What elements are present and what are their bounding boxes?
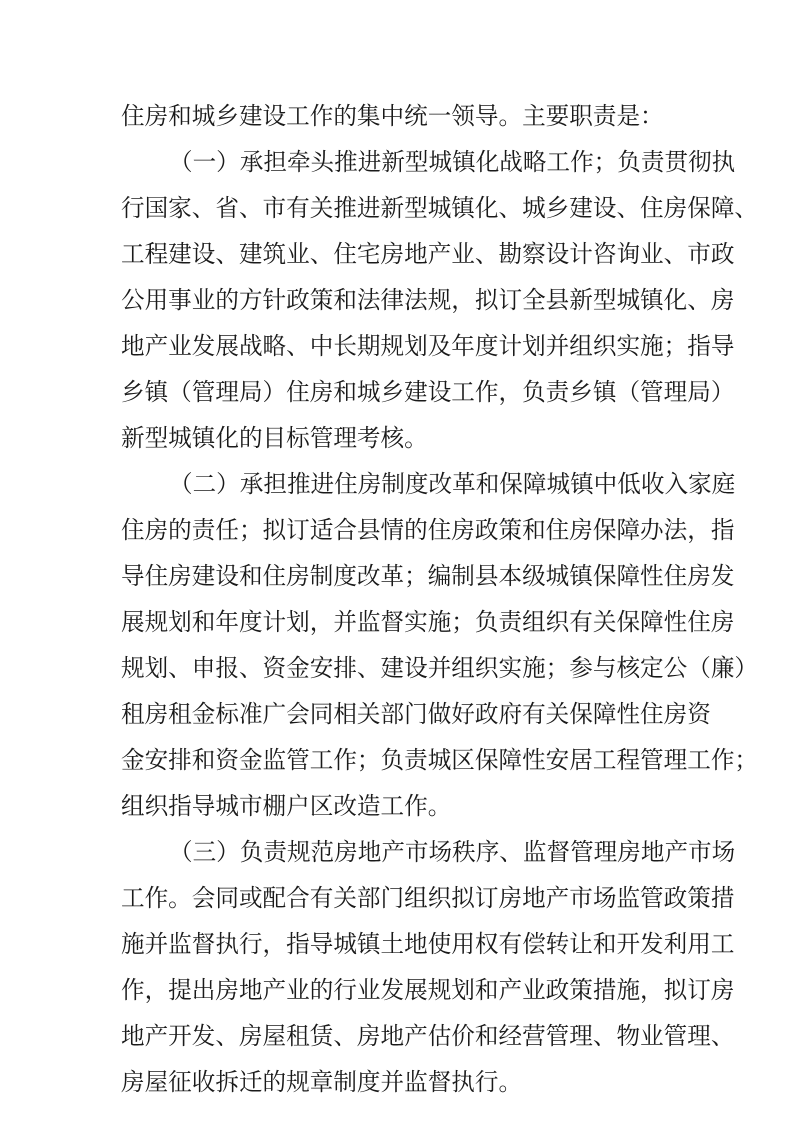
paragraph-line: 房屋征收拆迁的规章制度并监督执行。 xyxy=(121,1068,523,1096)
paragraph-line: 行国家、省、市有关推进新型城镇化、城乡建设、住房保障、 xyxy=(121,194,759,222)
paragraph-line: 公用事业的方针政策和法律法规，拟订全县新型城镇化、房 xyxy=(121,286,735,314)
paragraph-line: 地产业发展战略、中长期规划及年度计划并组织实施；指导 xyxy=(121,332,735,360)
paragraph-line: 导住房建设和住房制度改革；编制县本级城镇保障性住房发 xyxy=(121,562,735,590)
paragraph-line: （一）承担牵头推进新型城镇化战略工作；负责贯彻执 xyxy=(169,148,736,176)
paragraph-line: 工作。会同或配合有关部门组织拟订房地产市场监管政策措 xyxy=(121,884,735,912)
paragraph-line: 作，提出房地产业的行业发展规划和产业政策措施，拟订房 xyxy=(121,976,735,1004)
paragraph-line: 施并监督执行，指导城镇土地使用权有偿转让和开发利用工 xyxy=(121,930,735,958)
paragraph-line: 新型城镇化的目标管理考核。 xyxy=(121,424,428,452)
paragraph-line: （三）负责规范房地产市场秩序、监督管理房地产市场 xyxy=(169,838,736,866)
paragraph-line: 工程建设、建筑业、住宅房地产业、勘察设计咨询业、市政 xyxy=(121,240,735,268)
paragraph-line: 组织指导城市棚户区改造工作。 xyxy=(121,792,452,820)
paragraph-line: 住房和城乡建设工作的集中统一领导。主要职责是： xyxy=(121,102,664,130)
paragraph-line: 地产开发、房屋租赁、房地产估价和经营管理、物业管理、 xyxy=(121,1022,735,1050)
paragraph-line: 金安排和资金监管工作；负责城区保障性安居工程管理工作； xyxy=(121,746,759,774)
paragraph-line: 租房租金标准广会同相关部门做好政府有关保障性住房资 xyxy=(121,700,711,728)
paragraph-line: 住房的责任；拟订适合县情的住房政策和住房保障办法，指 xyxy=(121,516,735,544)
paragraph-line: （二）承担推进住房制度改革和保障城镇中低收入家庭 xyxy=(169,470,736,498)
paragraph-line: 展规划和年度计划，并监督实施；负责组织有关保障性住房 xyxy=(121,608,735,636)
paragraph-line: 规划、申报、资金安排、建设并组织实施；参与核定公（廉） xyxy=(121,654,759,682)
paragraph-line: 乡镇（管理局）住房和城乡建设工作，负责乡镇（管理局） xyxy=(121,378,735,406)
